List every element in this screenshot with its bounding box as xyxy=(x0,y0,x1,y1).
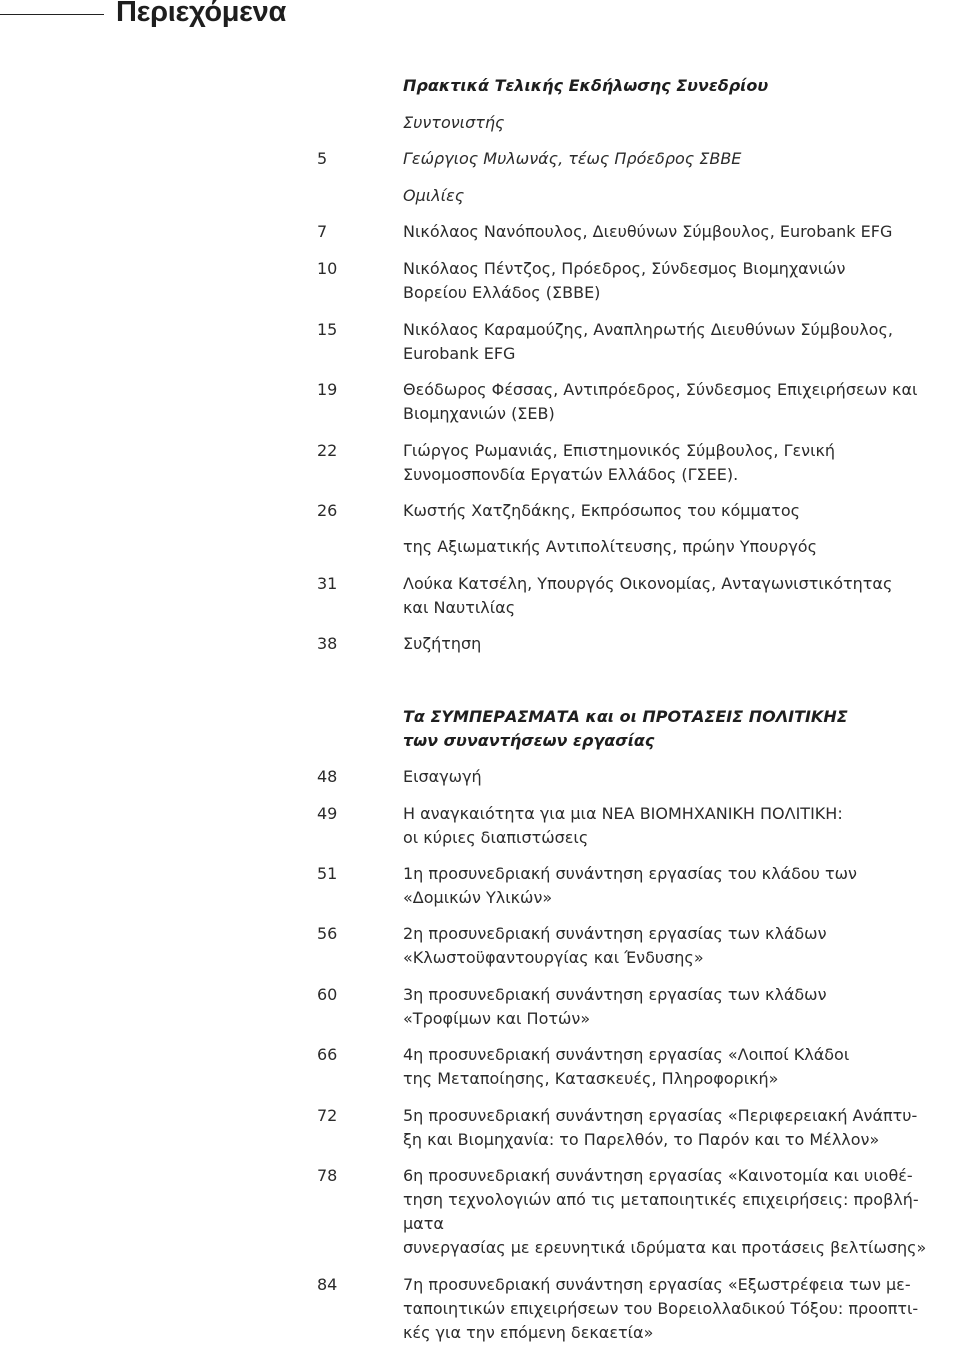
toc-entry-line: Λούκα Κατσέλη, Υπουργός Οικονομίας, Ανταγωνιστικότητας xyxy=(403,574,893,593)
toc-entry-line: 5η προσυνεδριακή συνάντηση εργασίας «Περιφερειακή Ανάπτυ- xyxy=(403,1106,918,1125)
toc-entry-line: ματα xyxy=(403,1214,444,1233)
toc-entry-line: Νικόλαος Πέντζος, Πρόεδρος, Σύνδεσμος Βιομηχανιών xyxy=(403,259,846,278)
section2-heading-line2: των συναντήσεων εργασίας xyxy=(403,731,655,750)
toc-entry-line: «Κλωστοϋφαντουργίας και Ένδυσης» xyxy=(403,948,704,967)
toc-page-number: 19 xyxy=(317,380,338,399)
toc-entry-line: Νικόλαος Καραμούζης, Αναπληρωτής Διευθύνων Σύμβουλος, xyxy=(403,320,893,339)
toc-entry-line: Γιώργος Ρωμανιάς, Επιστημονικός Σύμβουλος, Γενική xyxy=(403,441,836,460)
toc-entry-line: τηση τεχνολογιών από τις μεταποιητικές επιχειρήσεις: προβλή- xyxy=(403,1190,919,1209)
toc-page-number: 78 xyxy=(317,1166,338,1185)
speeches-label: Ομιλίες xyxy=(403,186,465,205)
toc-entry-line: Κωστής Χατζηδάκης, Εκπρόσωπος του κόμματος xyxy=(403,501,800,520)
toc-entry-line: και Ναυτιλίας xyxy=(403,598,516,617)
toc-page-number: 60 xyxy=(317,985,338,1004)
toc-entry-line: 2η προσυνεδριακή συνάντηση εργασίας των κλάδων xyxy=(403,924,827,943)
toc-page-number: 56 xyxy=(317,924,338,943)
toc-page-number: 22 xyxy=(317,441,338,460)
toc-page-number: 51 xyxy=(317,864,338,883)
toc-entry-line: συνεργασίας με ερευνητικά ιδρύματα και προτάσεις βελτίωσης» xyxy=(403,1238,927,1257)
toc-entry-line: της Αξιωματικής Αντιπολίτευσης, πρώην Υπουργός xyxy=(403,537,817,556)
toc-page-number: 84 xyxy=(317,1275,338,1294)
toc-entry-line: 1η προσυνεδριακή συνάντηση εργασίας του κλάδου των xyxy=(403,864,857,883)
title-rule xyxy=(0,14,104,15)
page-title: Περιεχόμενα xyxy=(116,0,286,28)
toc-entry-line: Νικόλαος Νανόπουλος, Διευθύνων Σύμβουλος, Eurobank EFG xyxy=(403,222,893,241)
toc-page-number: 38 xyxy=(317,634,338,653)
toc-entry-line: 7η προσυνεδριακή συνάντηση εργασίας «Εξωστρέφεια των με- xyxy=(403,1275,911,1294)
toc-entry-line: 4η προσυνεδριακή συνάντηση εργασίας «Λοιποί Κλάδοι xyxy=(403,1045,850,1064)
toc-entry-line: «Δομικών Υλικών» xyxy=(403,888,553,907)
toc-page-number: 66 xyxy=(317,1045,338,1064)
toc-entry-line: Βιομηχανιών (ΣΕΒ) xyxy=(403,404,555,423)
toc-entry-line: της Μεταποίησης, Κατασκευές, Πληροφορική» xyxy=(403,1069,779,1088)
toc-page-number: 72 xyxy=(317,1106,338,1125)
toc-entry-line: «Τροφίμων και Ποτών» xyxy=(403,1009,591,1028)
toc-entry-line: οι κύριες διαπιστώσεις xyxy=(403,828,589,847)
toc-entry-line: κές για την επόμενη δεκαετία» xyxy=(403,1323,654,1342)
toc-page-number: 26 xyxy=(317,501,338,520)
toc-entry-line: Η αναγκαιότητα για μια ΝΕΑ ΒΙΟΜΗΧΑΝΙΚΗ ΠΟΛΙΤΙΚΗ: xyxy=(403,804,843,823)
toc-entry-line: 6η προσυνεδριακή συνάντηση εργασίας «Καινοτομία και υιοθέ- xyxy=(403,1166,913,1185)
toc-page-number: 49 xyxy=(317,804,338,823)
toc-entry-line: 3η προσυνεδριακή συνάντηση εργασίας των κλάδων xyxy=(403,985,827,1004)
toc-entry-line: Εισαγωγή xyxy=(403,767,482,786)
section1-heading: Πρακτικά Τελικής Εκδήλωσης Συνεδρίου xyxy=(403,76,769,95)
toc-entry-line: Eurobank EFG xyxy=(403,344,516,363)
toc-entry-line: Συζήτηση xyxy=(403,634,482,653)
toc-page-number: 5 xyxy=(317,149,328,168)
section2-heading-line1: Τα ΣΥΜΠΕΡΑΣΜΑΤΑ και οι ΠΡΟΤΑΣΕΙΣ ΠΟΛΙΤΙΚΗΣ xyxy=(403,707,848,726)
toc-page-number: 10 xyxy=(317,259,338,278)
toc-page-number: 7 xyxy=(317,222,328,241)
toc-entry-line: ταποιητικών επιχειρήσεων του Βορειολλαδικού Τόξου: προοπτι- xyxy=(403,1299,919,1318)
toc-page-number: 15 xyxy=(317,320,338,339)
toc-entry-line: Βορείου Ελλάδος (ΣΒΒΕ) xyxy=(403,283,601,302)
coordinator-label: Συντονιστής xyxy=(403,113,505,132)
toc-entry-line: Συνομοσπονδία Εργατών Ελλάδος (ΓΣΕΕ). xyxy=(403,465,739,484)
toc-entry-line: Θεόδωρος Φέσσας, Αντιπρόεδρος, Σύνδεσμος Επιχειρήσεων και xyxy=(403,380,918,399)
toc-page-number: 48 xyxy=(317,767,338,786)
toc-entry-line: ξη και Βιομηχανία: το Παρελθόν, το Παρόν και το Μέλλον» xyxy=(403,1130,880,1149)
toc-entry-line: Γεώργιος Μυλωνάς, τέως Πρόεδρος ΣΒΒΕ xyxy=(403,149,742,168)
toc-page-number: 31 xyxy=(317,574,338,593)
